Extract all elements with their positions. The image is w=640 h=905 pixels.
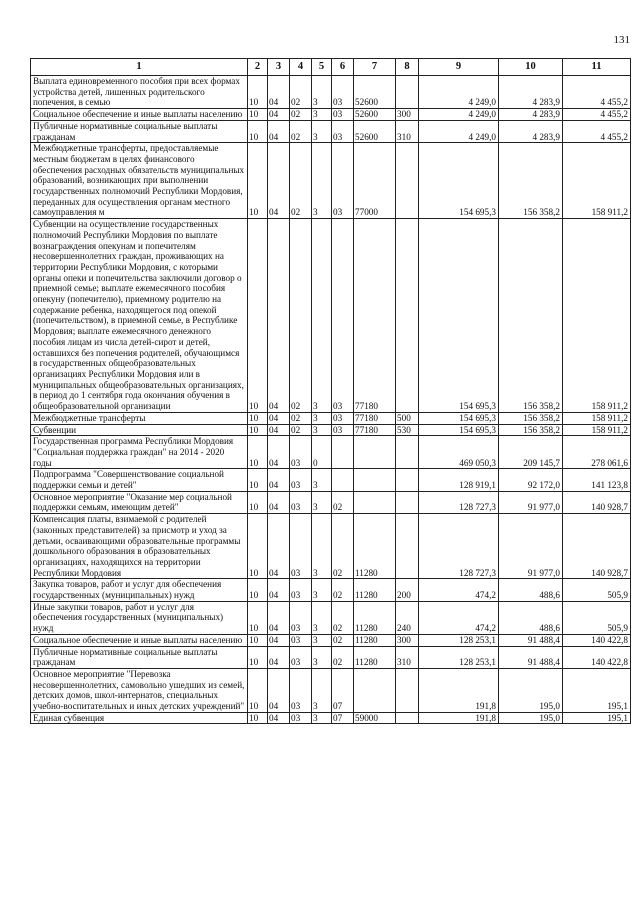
code-activity: [332, 469, 354, 491]
code-subsection: 04: [268, 668, 290, 712]
column-header-4: 4: [290, 59, 312, 76]
page-number: 131: [613, 34, 630, 46]
row-name: Основное мероприятие "Перевозка несовершеннолетних, самовольно ушедших из семей, детских домов, школ-интернатов, специальных учебно-воспитательных и иных детских учреждений": [31, 668, 248, 712]
row-name: Межбюджетные трансферты, предоставляемые местным бюджетам в целях финансового обеспечения расходных обязательств муниципальных образований, возникающих при выполнении государственных полномочий Республики Мордовия, переданных для осуществления органам местного самоуправления м: [31, 143, 248, 219]
code-expense-type: [396, 491, 419, 513]
amount-col-9: 154 695,3: [419, 219, 499, 413]
row-name: Подпрограмма "Совершенствование социальной поддержки семьи и детей": [31, 469, 248, 491]
table-row: [31, 76, 631, 109]
code-expense-type: [396, 436, 419, 469]
row-name: Закупка товаров, работ и услуг для обеспечения государственных (муниципальных) нужд: [31, 579, 248, 601]
amount-col-9: 474,2: [419, 579, 499, 601]
amount-col-10: 91 488,4: [499, 646, 563, 668]
code-direction: 11280: [354, 601, 396, 634]
code-activity: 03: [332, 120, 354, 142]
code-expense-type: [396, 668, 419, 712]
code-expense-type: 300: [396, 634, 419, 646]
code-section: 10: [248, 219, 268, 413]
amount-col-9: 4 249,0: [419, 120, 499, 142]
amount-col-11: 140 928,7: [563, 491, 631, 513]
code-subprogram: 3: [312, 120, 332, 142]
code-subprogram: 3: [312, 469, 332, 491]
code-expense-type: 300: [396, 109, 419, 121]
table-row: [31, 491, 631, 513]
row-name: Основное мероприятие "Оказание мер социальной поддержки семьям, имеющим детей": [31, 491, 248, 513]
code-direction: 59000: [354, 712, 396, 724]
code-activity: 03: [332, 424, 354, 436]
code-program: 03: [290, 646, 312, 668]
code-activity: 02: [332, 601, 354, 634]
code-program: 03: [290, 634, 312, 646]
amount-col-9: 4 249,0: [419, 76, 499, 109]
column-header-3: 3: [268, 59, 290, 76]
table-row: [31, 412, 631, 424]
code-program: 03: [290, 491, 312, 513]
amount-col-10: 92 172,0: [499, 469, 563, 491]
amount-col-9: 154 695,3: [419, 412, 499, 424]
code-section: 10: [248, 109, 268, 121]
amount-col-11: 195,1: [563, 668, 631, 712]
amount-col-11: 505,9: [563, 601, 631, 634]
column-header-8: 8: [396, 59, 419, 76]
code-subsection: 04: [268, 436, 290, 469]
table-row: [31, 143, 631, 219]
code-activity: 03: [332, 412, 354, 424]
row-name: Публичные нормативные социальные выплаты гражданам: [31, 646, 248, 668]
code-direction: 11280: [354, 646, 396, 668]
table-row: [31, 601, 631, 634]
amount-col-10: 195,0: [499, 668, 563, 712]
amount-col-10: 91 488,4: [499, 634, 563, 646]
code-subsection: 04: [268, 412, 290, 424]
row-name: Социальное обеспечение и иные выплаты населению: [31, 634, 248, 646]
row-name: Социальное обеспечение и иные выплаты населению: [31, 109, 248, 121]
code-activity: 02: [332, 514, 354, 579]
code-subsection: 04: [268, 579, 290, 601]
code-direction: 52600: [354, 120, 396, 142]
code-program: 02: [290, 143, 312, 219]
table-row: [31, 634, 631, 646]
amount-col-9: 128 919,1: [419, 469, 499, 491]
code-subsection: 04: [268, 76, 290, 109]
code-section: 10: [248, 143, 268, 219]
amount-col-11: 195,1: [563, 712, 631, 724]
code-activity: 02: [332, 579, 354, 601]
column-header-9: 9: [419, 59, 499, 76]
code-program: 03: [290, 712, 312, 724]
row-name: Иные закупки товаров, работ и услуг для обеспечения государственных (муниципальных) нужд: [31, 601, 248, 634]
amount-col-11: 158 911,2: [563, 219, 631, 413]
code-subsection: 04: [268, 469, 290, 491]
code-subsection: 04: [268, 143, 290, 219]
code-activity: 03: [332, 109, 354, 121]
amount-col-11: 4 455,2: [563, 120, 631, 142]
code-section: 10: [248, 76, 268, 109]
amount-col-10: 488,6: [499, 579, 563, 601]
amount-col-9: 128 727,3: [419, 514, 499, 579]
code-program: 02: [290, 109, 312, 121]
code-direction: 52600: [354, 109, 396, 121]
code-program: 02: [290, 412, 312, 424]
amount-col-11: 505,9: [563, 579, 631, 601]
code-direction: 77180: [354, 424, 396, 436]
amount-col-9: 128 727,3: [419, 491, 499, 513]
code-activity: 03: [332, 219, 354, 413]
code-program: 03: [290, 436, 312, 469]
code-section: 10: [248, 601, 268, 634]
code-section: 10: [248, 514, 268, 579]
code-subsection: 04: [268, 491, 290, 513]
amount-col-10: 488,6: [499, 601, 563, 634]
amount-col-11: 141 123,8: [563, 469, 631, 491]
table-row: [31, 646, 631, 668]
code-section: 10: [248, 668, 268, 712]
code-direction: 52600: [354, 76, 396, 109]
budget-table: [30, 58, 631, 724]
code-subsection: 04: [268, 424, 290, 436]
code-subsection: 04: [268, 601, 290, 634]
row-name: Компенсация платы, взимаемой с родителей (законных представителей) за присмотр и уход за детьми, осваивающими образовательные программы дошкольного образования в образовательных организациях, находящихся на территории Республики Мордовия: [31, 514, 248, 579]
column-header-10: 10: [499, 59, 563, 76]
table-row: [31, 436, 631, 469]
header-row: [31, 59, 631, 76]
column-header-5: 5: [312, 59, 332, 76]
code-activity: 02: [332, 491, 354, 513]
code-activity: 07: [332, 668, 354, 712]
code-expense-type: [396, 76, 419, 109]
code-expense-type: 500: [396, 412, 419, 424]
code-section: 10: [248, 712, 268, 724]
code-direction: 77000: [354, 143, 396, 219]
amount-col-11: 278 061,6: [563, 436, 631, 469]
code-subprogram: 3: [312, 219, 332, 413]
code-program: 02: [290, 424, 312, 436]
amount-col-11: 158 911,2: [563, 424, 631, 436]
amount-col-10: 156 358,2: [499, 219, 563, 413]
amount-col-10: 195,0: [499, 712, 563, 724]
code-expense-type: 530: [396, 424, 419, 436]
code-section: 10: [248, 491, 268, 513]
table-row: [31, 668, 631, 712]
amount-col-10: 4 283,9: [499, 76, 563, 109]
row-name: Государственная программа Республики Мордовия "Социальная поддержка граждан" на 2014 - 2020 годы: [31, 436, 248, 469]
row-name: Субвенции на осуществление государственных полномочий Республики Мордовия по выплате вознаграждения опекунам и попечителям несовершеннолетних граждан, проживающих на территории Республики Мордовия, с которыми органы опеки и попечительства заключили договор о приемной семье; выплате ежемесячного пособия опекуну (попечителю), приемному родителю на содержание ребенка, находящегося под опекой (попечительством), в приемной семье, в Республике Мордовия; выплате ежемесячного денежного пособия лицам из числа детей-сирот и детей, оставшихся без попечения родителей, обучающимся в государственных общеобразовательных организациях Республики Мордовия или в муниципальных общеобразовательных организациях, в период до 1 сентября года окончания обучения в общеобразовательной организации: [31, 219, 248, 413]
code-subprogram: 3: [312, 143, 332, 219]
row-name: Выплата единовременного пособия при всех формах устройства детей, лишенных родительского попечения, в семью: [31, 76, 248, 109]
amount-col-9: 474,2: [419, 601, 499, 634]
column-header-1: 1: [31, 59, 248, 76]
amount-col-10: 156 358,2: [499, 424, 563, 436]
amount-col-10: 156 358,2: [499, 412, 563, 424]
amount-col-11: 140 422,8: [563, 634, 631, 646]
amount-col-11: 140 928,7: [563, 514, 631, 579]
code-expense-type: 200: [396, 579, 419, 601]
table-row: [31, 120, 631, 142]
amount-col-10: 156 358,2: [499, 143, 563, 219]
code-section: 10: [248, 412, 268, 424]
table-row: [31, 712, 631, 724]
code-subprogram: 3: [312, 109, 332, 121]
code-program: 03: [290, 668, 312, 712]
amount-col-10: 209 145,7: [499, 436, 563, 469]
code-program: 03: [290, 601, 312, 634]
code-section: 10: [248, 424, 268, 436]
amount-col-9: 469 050,3: [419, 436, 499, 469]
code-expense-type: 310: [396, 646, 419, 668]
code-section: 10: [248, 436, 268, 469]
amount-col-11: 158 911,2: [563, 143, 631, 219]
table-row: [31, 424, 631, 436]
code-subsection: 04: [268, 109, 290, 121]
amount-col-9: 191,8: [419, 712, 499, 724]
code-subprogram: 3: [312, 646, 332, 668]
column-header-2: 2: [248, 59, 268, 76]
code-program: 03: [290, 514, 312, 579]
table-row: [31, 469, 631, 491]
code-expense-type: [396, 514, 419, 579]
amount-col-9: 4 249,0: [419, 109, 499, 121]
code-activity: 02: [332, 646, 354, 668]
amount-col-11: 4 455,2: [563, 76, 631, 109]
code-subprogram: 3: [312, 424, 332, 436]
code-section: 10: [248, 469, 268, 491]
code-program: 02: [290, 120, 312, 142]
row-name: Межбюджетные трансферты: [31, 412, 248, 424]
code-subsection: 04: [268, 219, 290, 413]
code-expense-type: [396, 469, 419, 491]
code-expense-type: [396, 712, 419, 724]
code-section: 10: [248, 120, 268, 142]
row-name: Публичные нормативные социальные выплаты гражданам: [31, 120, 248, 142]
amount-col-11: 4 455,2: [563, 109, 631, 121]
code-direction: 11280: [354, 579, 396, 601]
code-expense-type: 310: [396, 120, 419, 142]
column-header-7: 7: [354, 59, 396, 76]
code-subprogram: 3: [312, 712, 332, 724]
code-section: 10: [248, 579, 268, 601]
amount-col-11: 140 422,8: [563, 646, 631, 668]
code-subprogram: 3: [312, 76, 332, 109]
row-name: Субвенции: [31, 424, 248, 436]
code-subsection: 04: [268, 634, 290, 646]
amount-col-9: 154 695,3: [419, 424, 499, 436]
code-direction: 11280: [354, 514, 396, 579]
code-subsection: 04: [268, 712, 290, 724]
table-body: [31, 76, 631, 724]
code-direction: [354, 469, 396, 491]
code-subsection: 04: [268, 120, 290, 142]
amount-col-10: 91 977,0: [499, 514, 563, 579]
amount-col-9: 191,8: [419, 668, 499, 712]
amount-col-9: 128 253,1: [419, 634, 499, 646]
code-subsection: 04: [268, 514, 290, 579]
table-header: [31, 59, 631, 76]
amount-col-10: 91 977,0: [499, 491, 563, 513]
table-row: [31, 219, 631, 413]
code-program: 03: [290, 579, 312, 601]
code-subprogram: 3: [312, 668, 332, 712]
code-program: 03: [290, 469, 312, 491]
row-name: Единая субвенция: [31, 712, 248, 724]
code-expense-type: [396, 143, 419, 219]
code-subprogram: 3: [312, 601, 332, 634]
code-direction: [354, 491, 396, 513]
column-header-6: 6: [332, 59, 354, 76]
code-activity: [332, 436, 354, 469]
code-direction: 11280: [354, 634, 396, 646]
amount-col-9: 154 695,3: [419, 143, 499, 219]
code-subprogram: 3: [312, 514, 332, 579]
amount-col-10: 4 283,9: [499, 109, 563, 121]
code-subprogram: 3: [312, 634, 332, 646]
code-direction: [354, 436, 396, 469]
amount-col-10: 4 283,9: [499, 120, 563, 142]
code-direction: [354, 668, 396, 712]
code-subsection: 04: [268, 646, 290, 668]
code-activity: 07: [332, 712, 354, 724]
table-row: [31, 109, 631, 121]
code-activity: 03: [332, 76, 354, 109]
code-direction: 77180: [354, 412, 396, 424]
code-section: 10: [248, 646, 268, 668]
code-section: 10: [248, 634, 268, 646]
code-direction: 77180: [354, 219, 396, 413]
code-activity: 02: [332, 634, 354, 646]
table-row: [31, 514, 631, 579]
amount-col-9: 128 253,1: [419, 646, 499, 668]
code-subprogram: 3: [312, 579, 332, 601]
code-program: 02: [290, 219, 312, 413]
column-header-11: 11: [563, 59, 631, 76]
code-expense-type: 240: [396, 601, 419, 634]
code-subprogram: 3: [312, 491, 332, 513]
code-expense-type: [396, 219, 419, 413]
code-subprogram: 3: [312, 412, 332, 424]
code-program: 02: [290, 76, 312, 109]
amount-col-11: 158 911,2: [563, 412, 631, 424]
code-activity: 03: [332, 143, 354, 219]
table-row: [31, 579, 631, 601]
code-subprogram: 0: [312, 436, 332, 469]
